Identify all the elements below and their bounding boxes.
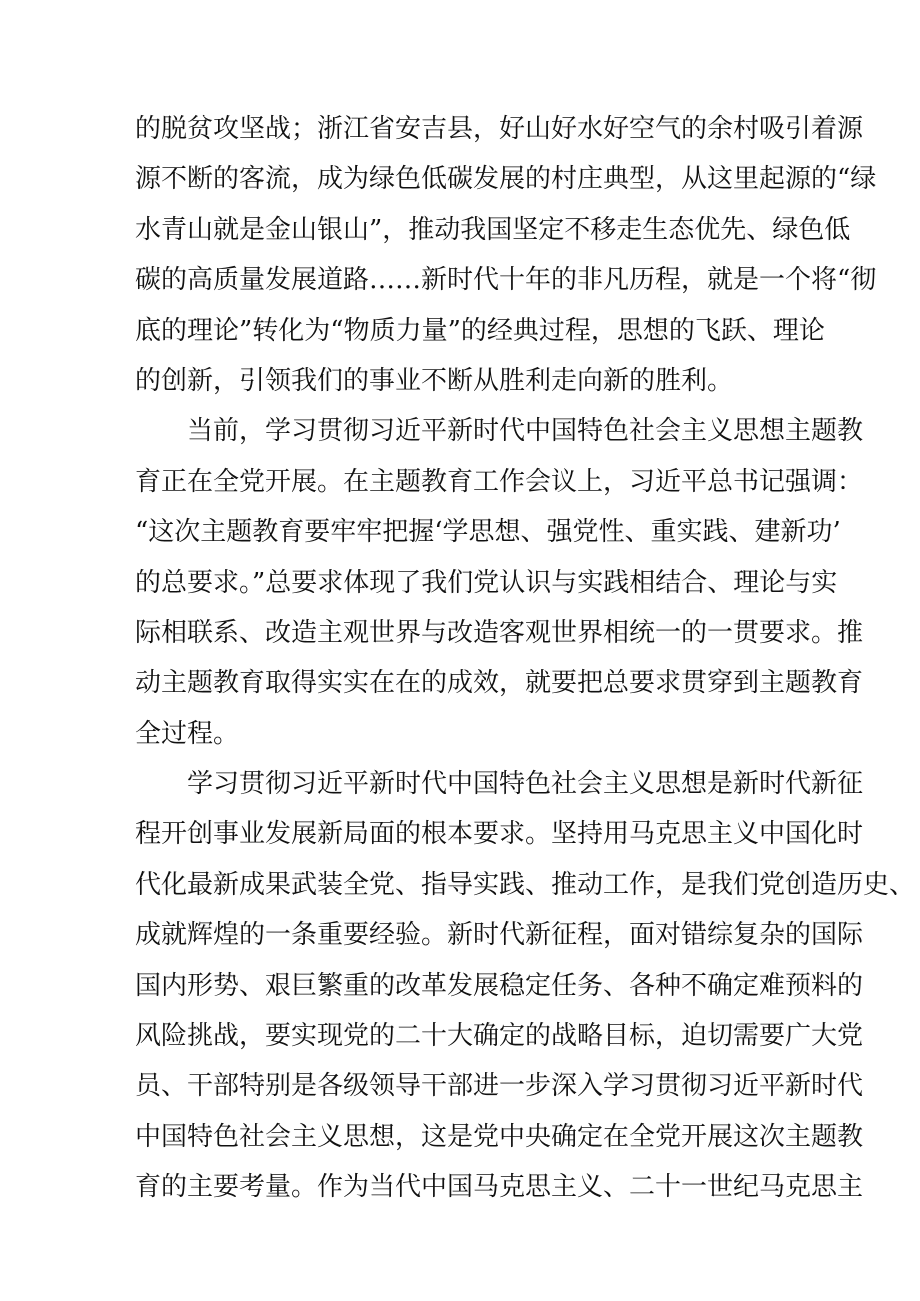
text-line: 底的理论”转化为“物质力量”的经典过程，思想的飞跃、理论 xyxy=(135,315,825,346)
text-line: “这次主题教育要牢牢把握‘学思想、强党性、重实践、建新功’ xyxy=(135,517,841,548)
text-line: 代化最新成果武装全党、指导实践、推动工作，是我们党创造历史、 xyxy=(135,869,916,900)
text-line: 育的主要考量。作为当代中国马克思主义、二十一世纪马克思主 xyxy=(135,1172,864,1203)
text-line: 员、干部特别是各级领导干部进一步深入学习贯彻习近平新时代 xyxy=(135,1071,864,1102)
text-line: 源不断的客流，成为绿色低碳发展的村庄典型，从这里起源的“绿 xyxy=(135,164,877,195)
text-line: 育正在全党开展。在主题教育工作会议上，习近平总书记强调： xyxy=(135,466,864,497)
text-line: 的总要求。”总要求体现了我们党认识与实践相结合、理论与实 xyxy=(135,567,838,598)
text-line: 水青山就是金山银山”，推动我国坚定不移走生态优先、绿色低 xyxy=(135,214,851,245)
text-line: 碳的高质量发展道路……新时代十年的非凡历程，就是一个将“彻 xyxy=(135,265,877,296)
text-line: 风险挑战，要实现党的二十大确定的战略目标，迫切需要广大党 xyxy=(135,1021,864,1052)
text-line: 动主题教育取得实实在在的成效，就要把总要求贯穿到主题教育 xyxy=(135,668,864,699)
text-line: 程开创事业发展新局面的根本要求。坚持用马克思主义中国化时 xyxy=(135,819,864,850)
text-line: 全过程。 xyxy=(135,718,240,749)
body-text xyxy=(135,104,916,1213)
text-line: 的脱贫攻坚战；浙江省安吉县，好山好水好空气的余村吸引着源 xyxy=(135,114,864,144)
text-line: 学习贯彻习近平新时代中国特色社会主义思想是新时代新征 xyxy=(187,769,864,800)
text-line: 国内形势、艰巨繁重的改革发展稳定任务、各种不确定难预料的 xyxy=(135,970,864,1001)
text-line: 际相联系、改造主观世界与改造客观世界相统一的一贯要求。推 xyxy=(135,617,864,648)
text-line: 当前，学习贯彻习近平新时代中国特色社会主义思想主题教 xyxy=(187,416,864,447)
text-line: 成就辉煌的一条重要经验。新时代新征程，面对错综复杂的国际 xyxy=(135,920,864,951)
text-line: 中国特色社会主义思想，这是党中央确定在全党开展这次主题教 xyxy=(135,1121,864,1152)
text-line: 的创新，引领我们的事业不断从胜利走向新的胜利。 xyxy=(135,365,734,396)
